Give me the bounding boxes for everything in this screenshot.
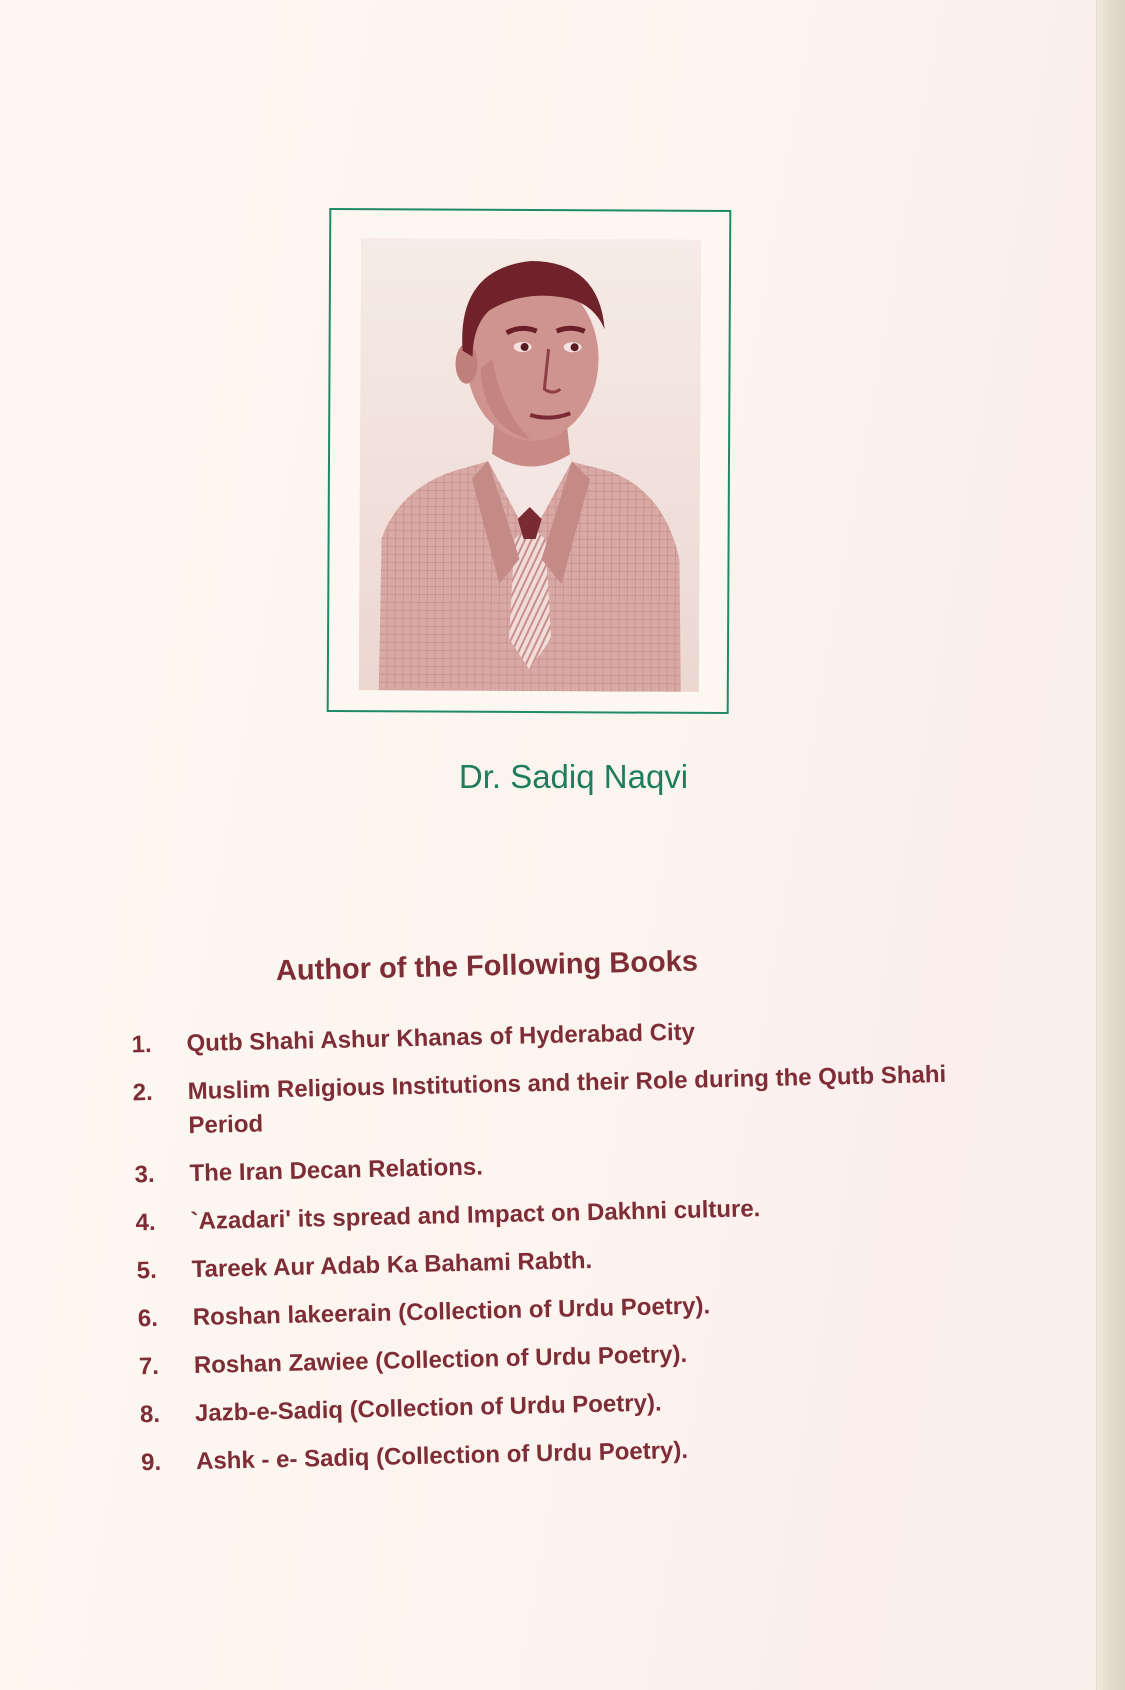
book-list-item [141,1428,962,1481]
book-list-item [131,1010,952,1063]
book-number: 9. [140,1448,162,1477]
book-number: 6. [137,1304,159,1333]
book-number: 7. [138,1352,160,1381]
book-list-item [135,1188,956,1241]
book-number: 5. [136,1256,158,1285]
book-number: 8. [139,1400,161,1429]
books-heading: Author of the Following Books [275,945,699,988]
author-name: Dr. Sadiq Naqvi [458,758,689,795]
book-title: Jazb-e-Sadiq (Collection of Urdu Poetry). [194,1389,662,1428]
book-list-item [139,1332,960,1385]
page-edge [1096,0,1125,1690]
author-portrait-photo [359,238,701,692]
book-list-item [137,1284,958,1337]
book-number: 4. [135,1208,156,1237]
book-title: Ashk - e- Sadiq (Collection of Urdu Poetry). [195,1436,689,1476]
book-number: 2. [132,1078,154,1107]
book-number: 1. [131,1030,152,1059]
book-list-item [132,1058,953,1145]
books-section [0,916,1124,1477]
book-list-item [136,1236,957,1289]
book-title: Muslim Religious Institutions and their Role during the Qutb Shahi Period [187,1060,947,1140]
book-list-item [134,1140,955,1193]
book-list-item [140,1380,961,1433]
book-title: Tareek Aur Adab Ka Bahami Rabth. [191,1246,593,1284]
book-title: Qutb Shahi Ashur Khanas of Hyderabad City [186,1018,696,1058]
book-title: `Azadari' its spread and Impact on Dakhni culture. [190,1195,761,1236]
portrait-illustration [359,238,701,692]
book-title: The Iran Decan Relations. [189,1153,484,1188]
portrait-frame [327,208,732,714]
book-number: 3. [134,1160,155,1189]
book-list [131,1010,961,1494]
book-title: Roshan Zawiee (Collection of Urdu Poetry). [193,1340,688,1380]
book-title: Roshan lakeerain (Collection of Urdu Poetry). [192,1292,711,1332]
